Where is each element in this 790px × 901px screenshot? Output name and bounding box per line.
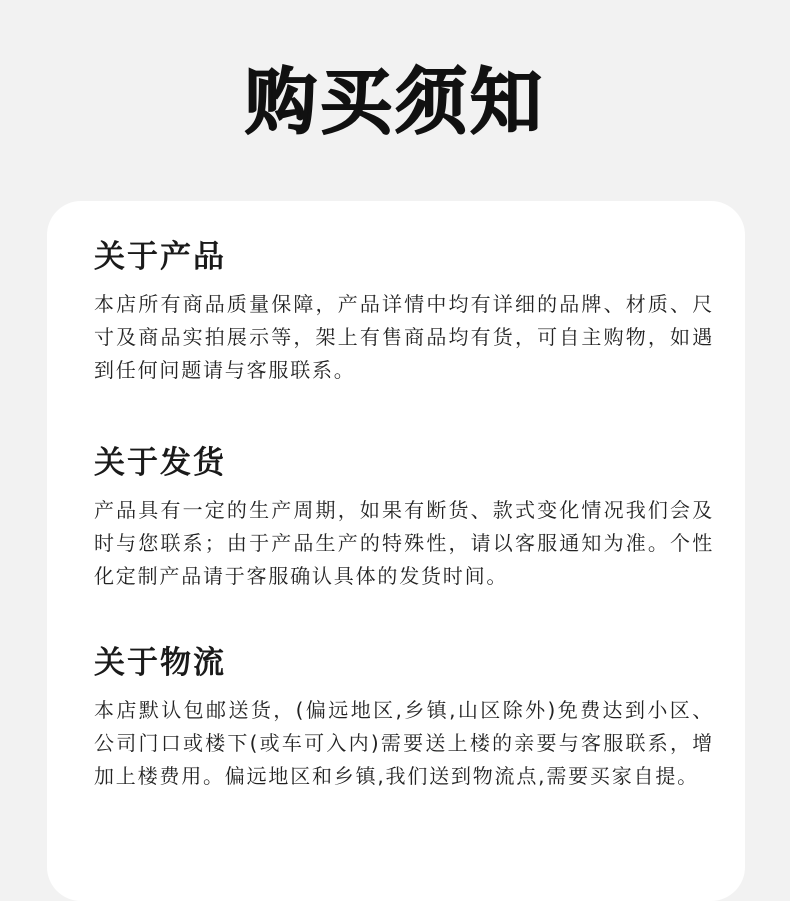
section-about-products — [94, 238, 714, 387]
section-heading-logistics: 关于物流 — [94, 645, 226, 681]
section-heading-products: 关于产品 — [94, 239, 226, 275]
section-about-logistics — [94, 644, 714, 793]
section-about-shipping — [94, 444, 714, 593]
section-body-products: 本店所有商品质量保障，产品详情中均有详细的品牌、材质、尺寸及商品实拍展示等，架上有售商品均有货，可自主购物，如遇到任何问题请与客服联系。 — [94, 292, 714, 382]
page-title: 购买须知 — [244, 60, 545, 144]
section-body-shipping: 产品具有一定的生产周期，如果有断货、款式变化情况我们会及时与您联系；由于产品生产的特殊性，请以客服通知为准。个性化定制产品请于客服确认具体的发货时间。 — [94, 498, 714, 588]
section-body-logistics: 本店默认包邮送货，(偏远地区,乡镇,山区除外)免费达到小区、公司门口或楼下(或车可入内)需要送上楼的亲要与客服联系，增加上楼费用。偏远地区和乡镇,我们送到物流点,需要买家自提。 — [94, 698, 714, 788]
section-heading-shipping: 关于发货 — [94, 445, 226, 481]
